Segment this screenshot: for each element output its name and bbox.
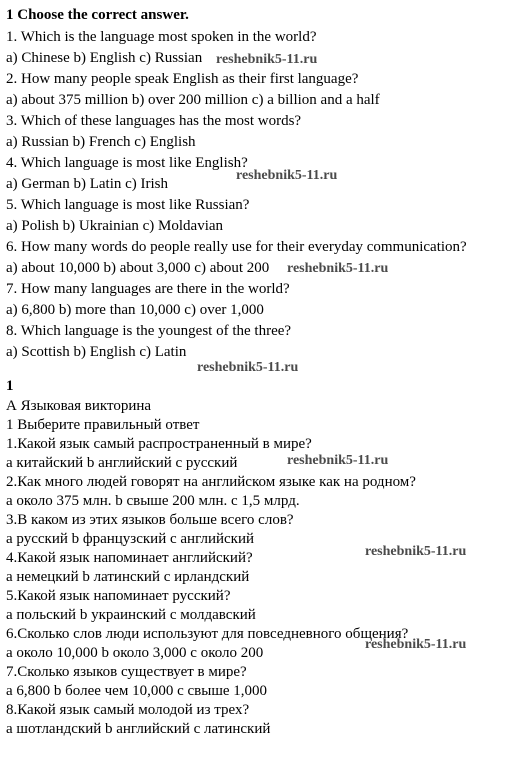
en-question-3: 3. Which of these languages has the most words?	[6, 113, 302, 129]
ru-instruction: 1 Выберите правильный ответ	[6, 417, 200, 433]
en-question-8: 8. Which language is the youngest of the three?	[6, 323, 292, 339]
watermark: reshebnik5-11.ru	[365, 544, 467, 559]
en-answers-4: a) German b) Latin c) Irish	[6, 176, 169, 192]
en-answers-3: a) Russian b) French c) English	[6, 134, 196, 150]
english-heading: 1 Choose the correct answer.	[6, 7, 189, 23]
ru-answers-8: а шотландский b английский с латинский	[6, 721, 271, 737]
ru-answers-7: а 6,800 b более чем 10,000 с свыше 1,000	[6, 683, 268, 699]
en-answers-2: a) about 375 million b) over 200 million c) a billion and a half	[6, 92, 380, 108]
watermark: reshebnik5-11.ru	[216, 52, 318, 67]
ru-title: А Языковая викторина	[6, 398, 152, 414]
en-question-2: 2. How many people speak English as their first language?	[6, 71, 359, 87]
en-question-4: 4. Which language is most like English?	[6, 155, 248, 171]
ru-question-1: 1.Какой язык самый распространенный в мире?	[6, 436, 312, 452]
watermark: reshebnik5-11.ru	[287, 453, 389, 468]
en-question-1: 1. Which is the language most spoken in the world?	[6, 29, 317, 45]
ru-question-2: 2.Как много людей говорят на английском языке как на родном?	[6, 474, 416, 490]
en-question-7: 7. How many languages are there in the world?	[6, 281, 290, 297]
en-answers-5: a) Polish b) Ukrainian c) Moldavian	[6, 218, 224, 234]
en-answers-8: a) Scottish b) English c) Latin	[6, 344, 187, 360]
ru-question-7: 7.Сколько языков существует в мире?	[6, 664, 247, 680]
watermark: reshebnik5-11.ru	[197, 360, 299, 375]
ru-answers-2: а около 375 млн. b свыше 200 млн. с 1,5 млрд.	[6, 493, 300, 509]
en-question-5: 5. Which language is most like Russian?	[6, 197, 250, 213]
ru-question-3: 3.В каком из этих языков больше всего слов?	[6, 512, 294, 528]
en-answers-6: a) about 10,000 b) about 3,000 c) about 200	[6, 260, 270, 276]
ru-question-8: 8.Какой язык самый молодой из трех?	[6, 702, 250, 718]
ru-section-number: 1	[6, 378, 14, 394]
ru-question-4: 4.Какой язык напоминает английский?	[6, 550, 253, 566]
ru-question-5: 5.Какой язык напоминает русский?	[6, 588, 231, 604]
watermark: reshebnik5-11.ru	[287, 261, 389, 276]
en-answers-1: a) Chinese b) English c) Russian	[6, 50, 203, 66]
ru-answers-1: а китайский b английский с русский	[6, 455, 238, 471]
ru-question-6: 6.Сколько слов люди используют для повседневного общения?	[6, 626, 409, 642]
watermark: reshebnik5-11.ru	[236, 168, 338, 183]
en-answers-7: a) 6,800 b) more than 10,000 c) over 1,000	[6, 302, 264, 318]
ru-answers-3: а русский b французский с английский	[6, 531, 254, 547]
ru-answers-4: а немецкий b латинский с ирландский	[6, 569, 250, 585]
watermark: reshebnik5-11.ru	[365, 637, 467, 652]
en-question-6: 6. How many words do people really use for their everyday communication?	[6, 239, 467, 255]
ru-answers-6: а около 10,000 b около 3,000 с около 200	[6, 645, 264, 661]
ru-answers-5: а польский b украинский с молдавский	[6, 607, 256, 623]
